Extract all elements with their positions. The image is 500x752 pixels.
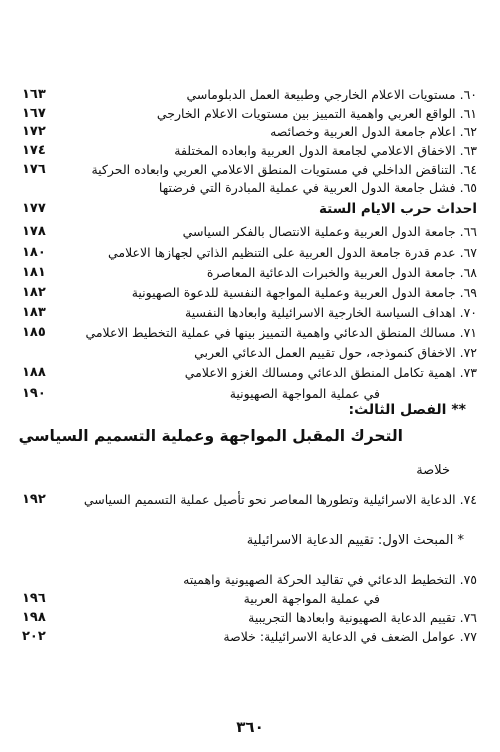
toc-entry-text: ٦٦. جامعة الدول العربية وعملية الانتصال بالفكر السياسي [182,224,477,239]
toc-entry-text: ٦٩. جامعة الدول العربية وعملية المواجهة النفسية للدعوة الصهيونية [131,285,477,300]
toc-entry-text: ٦٧. عدم قدرة جامعة الدول العربية على التنظيم الذاتي لجهازها الاعلامي [107,245,477,260]
toc-row [0,122,500,142]
toc-page-number: ١٧٤ [22,143,46,158]
toc-entry-text: ٧١. مسالك المنطق الدعائي واهمية التمييز بينها في عملية التخطيط الاعلامي [85,325,477,340]
summary-label: خلاصة [416,463,450,478]
toc-row [0,343,500,363]
toc-row [0,589,500,609]
toc-page-number: ١٨٢ [22,285,46,300]
chapter-title: التحرك المقبل المواجهة وعملية التسميم السياسي [18,427,403,445]
toc-page-number: ١٩٢ [22,492,46,507]
toc-entry-text: ٦٨. جامعة الدول العربية والخبرات الدعائية المعاصرة [206,265,477,280]
section-heading: احداث حرب الايام الستة [319,201,477,217]
toc-entry-text: ٦٤. التناقض الداخلي في مستويات المنطق الاعلامي العربي وابعاده الحركية [91,162,477,177]
toc-row [0,323,500,343]
toc-page-number: ١٨٣ [22,305,46,320]
toc-entry-text: ٧٢. الاخفاق كنموذجه، حول تقييم العمل الدعائي العربي [194,345,477,360]
toc-page-number: ١٨٥ [22,325,46,340]
toc-row [0,85,500,105]
page-folio-number: ٣٦٠ [236,718,264,736]
toc-row [0,263,500,283]
toc-entry-text: ٧٥. التخطيط الدعائي في تقاليد الحركة الصهيونية واهميته [183,572,477,587]
toc-entry-text: ٦١. الواقع العربي واهمية التمييز بين مستويات الاعلام الخارجي [156,106,477,121]
toc-page-number: ١٧٧ [22,201,46,216]
toc-row [0,490,500,510]
toc-entry-text: ٦٣. الاخفاق الاعلامي لجامعة الدول العربية وابعاده المختلفة [174,143,477,158]
toc-entry-continuation: في عملية المواجهة الصهيونية [229,386,380,401]
toc-page-number: ١٧٨ [22,224,46,239]
section-heading-row [0,199,500,219]
toc-row [0,243,500,263]
chapter-label: ** الفصل الثالث: [348,402,466,418]
toc-entry-text: ٦٢. اعلام جامعة الدول العربية وخصائصه [270,124,477,139]
toc-page-number: ١٨٨ [22,365,46,380]
toc-row [0,104,500,124]
toc-page-number: ١٨٠ [22,245,46,260]
toc-entry-text: ٧٧. عوامل الضعف في الدعاية الاسرائيلية: خلاصة [223,629,477,644]
toc-page-number: ١٩٨ [22,610,46,625]
section-one-heading: * المبحث الاول: تقييم الدعاية الاسرائيلية [246,533,464,548]
toc-page-number: ١٦٧ [22,106,46,121]
toc-row [0,141,500,161]
toc-row [0,570,500,590]
toc-page-number: ٢٠٢ [22,629,46,644]
toc-page-number: ١٦٣ [22,87,46,102]
toc-page-number: ١٨١ [22,265,46,280]
toc-row [0,160,500,180]
toc-entry-text: ٧٣. اهمية تكامل المنطق الدعائي ومسالك الغزو الاعلامي [184,365,477,380]
toc-row [0,608,500,628]
toc-row [0,178,500,198]
toc-row [0,627,500,647]
toc-page-number: ١٩٠ [22,386,46,401]
toc-row [0,283,500,303]
toc-row [0,222,500,242]
toc-entry-text: ٧٤. الدعاية الاسرائيلية وتطورها المعاصر نحو تأصيل عملية التسميم السياسي [83,492,477,507]
toc-row [0,303,500,323]
toc-entry-text: ٧٠. اهداف السياسة الخارجية الاسرائيلية وابعادها النفسية [185,305,477,320]
toc-page-number: ١٧٢ [22,124,46,139]
toc-page-number: ١٧٦ [22,162,46,177]
toc-page-number: ١٩٦ [22,591,46,606]
toc-entry-text: ٧٦. تقييم الدعاية الصهيونية وابعادها التجريبية [248,610,477,625]
toc-entry-continuation: في عملية المواجهة العربية [243,591,380,606]
toc-row [0,363,500,383]
toc-entry-text: ٦٠. مستويات الاعلام الخارجي وطبيعة العمل الدبلوماسي [186,87,477,102]
toc-entry-text: ٦٥. فشل جامعة الدول العربية في عملية المبادرة التي فرضتها [158,180,477,195]
